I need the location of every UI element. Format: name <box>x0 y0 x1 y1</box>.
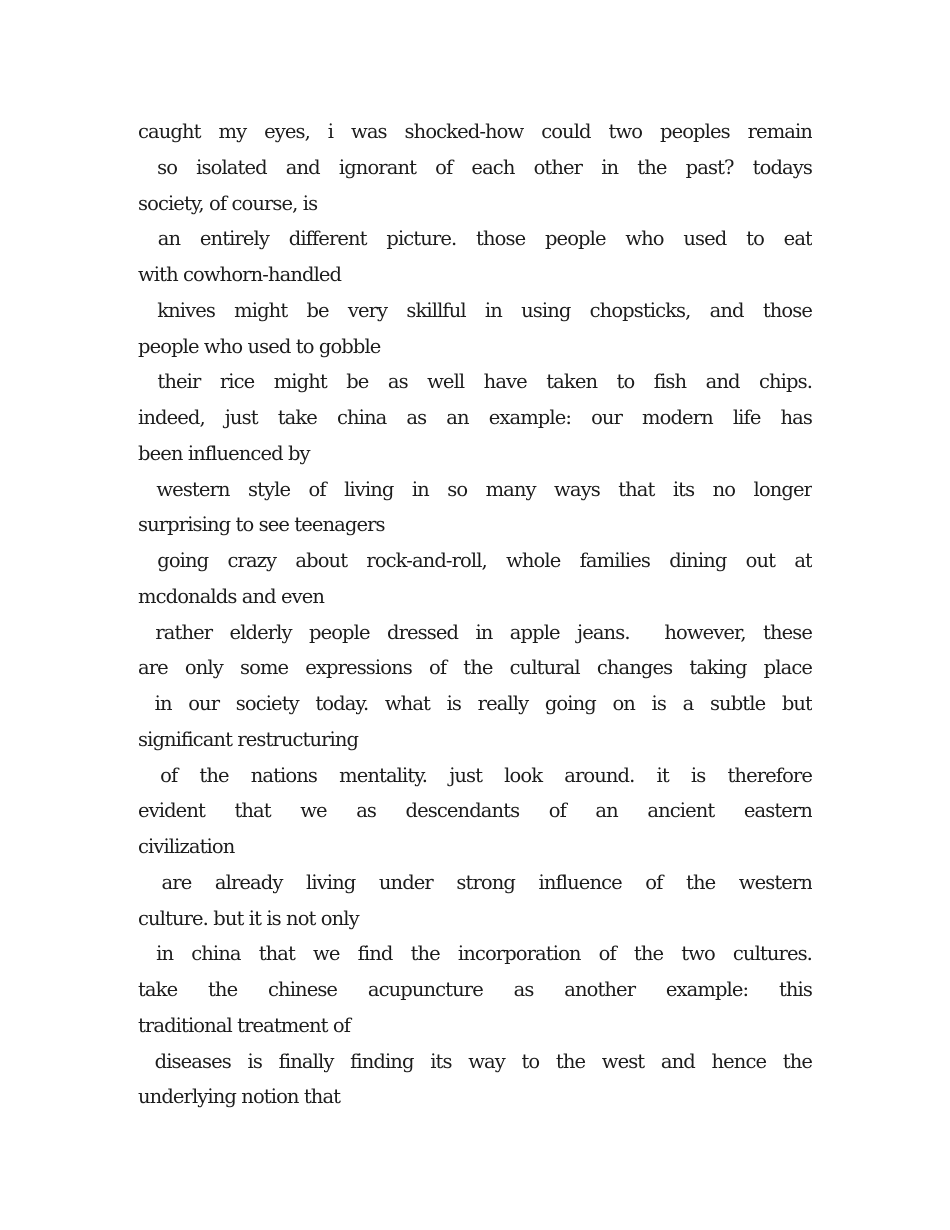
text-line: so isolated and ignorant of each other in the past? todays <box>138 155 812 179</box>
text-line: culture. but it is not only <box>138 906 359 930</box>
text-line: western style of living in so many ways that its no longer <box>138 477 812 501</box>
text-line: diseases is finally finding its way to the west and hence the <box>138 1049 812 1073</box>
text-line: in china that we find the incorporation of the two cultures. <box>138 942 812 966</box>
text-line: are already living under strong influence of the western <box>138 870 812 894</box>
text-line: going crazy about rock-and-roll, whole families dining out at <box>138 549 812 572</box>
text-line: civilization <box>138 835 235 858</box>
text-line: been influenced by <box>138 441 310 465</box>
text-line: an entirely different picture. those people who used to eat <box>138 227 812 251</box>
text-line: surprising to see teenagers <box>138 513 385 537</box>
text-line: underlying notion that <box>138 1085 341 1109</box>
text-line: indeed, just take china as an example: our modern life has <box>138 406 812 429</box>
text-line: take the chinese acupuncture as another example: this <box>138 978 812 1001</box>
text-line: of the nations mentality. just look around. it is therefore <box>138 763 812 787</box>
text-body <box>138 114 812 1115</box>
text-line: are only some expressions of the cultural changes taking place <box>138 656 812 680</box>
text-line: people who used to gobble <box>138 334 381 358</box>
text-line: traditional treatment of <box>138 1013 351 1037</box>
text-line: mcdonalds and even <box>138 584 325 608</box>
text-line: caught my eyes, i was shocked-how could two peoples remain <box>138 120 812 143</box>
text-line: significant restructuring <box>138 727 359 751</box>
text-line: society, of course, is <box>138 191 318 215</box>
text-line: knives might be very skillful in using chopsticks, and those <box>138 298 812 322</box>
text-line: evident that we as descendants of an ancient eastern <box>138 799 812 823</box>
text-line: in our society today. what is really going on is a subtle but <box>138 692 812 715</box>
text-line: their rice might be as well have taken to fish and chips. <box>138 370 812 394</box>
text-line: rather elderly people dressed in apple jeans. however, these <box>138 620 812 644</box>
text-line: with cowhorn-handled <box>138 263 342 286</box>
